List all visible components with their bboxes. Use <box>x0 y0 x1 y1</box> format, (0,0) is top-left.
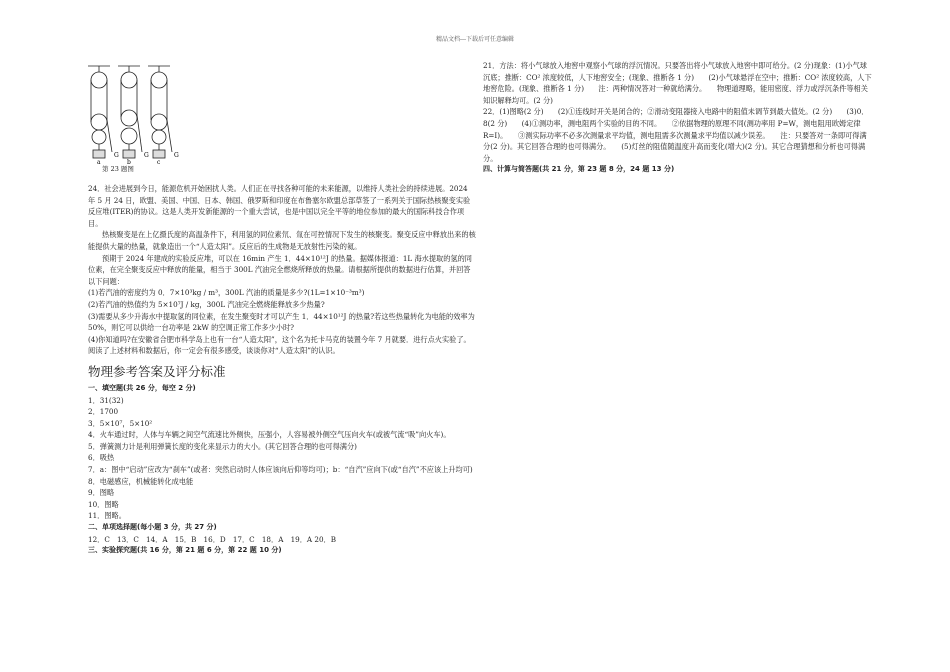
answer-item: 2．1700 <box>88 407 119 417</box>
answer-item: 8．电磁感应，机械能转化成电能 <box>88 476 194 486</box>
q24-intro-2: 热核聚变是在上亿摄氏度的高温条件下，利用氢的同位素氘、氚在可控情况下发生的核聚变。聚变反应中释放出来的核能提供大量的热量，就象造出一个“人造太阳”。反应后的生成物是无放射性污染的氦。 <box>88 230 476 251</box>
answer-item: 7．a：图中“启动”应改为“刹车”(或者：突然启动时人体应该向后仰等均可)；b：“自汽”应向下(或“自汽”不应该上升均可) <box>88 465 473 475</box>
q24-sub-2: (2)若汽油的热值约为 5×10⁷J / kg，300L 汽油完全燃烧能释放多少热量? <box>88 299 325 309</box>
q24-intro-1: 24．社会进展到今日，能源危机开始困扰人类。人们正在寻找各种可能的未来能源，以维持人类社会的持续进展。2024 年 5 月 24 日，欧盟、美国、中国、日本、韩国、俄罗斯和印度在布鲁塞尔欧盟总部草签了一系列关于国际热核聚变实验反应堆(ITER)的协议。这是人类开发新能源的一个重大尝试，也是中国以完全平等的地位参加的最大的国际科技合作项目。 <box>88 184 471 228</box>
answer-item: 11．图略。 <box>88 511 126 521</box>
page-header: 精品文档---下载后可任意编辑 <box>435 36 515 43</box>
answer-item: 3．5×10⁷，5×10² <box>88 418 153 428</box>
weight-label-b: G <box>144 152 149 159</box>
answer-item: 1．31(32) <box>88 395 124 405</box>
figure-caption: 第 23 题图 <box>102 165 134 173</box>
section-1-heading: 一、填空题(共 26 分，每空 2 分) <box>88 383 196 392</box>
answer-title: 物理参考答案及评分标准 <box>88 363 226 379</box>
weight-label-c: G <box>174 152 179 159</box>
answer-item: 9．图略 <box>88 488 115 498</box>
answer-item: 5．弹簧测力计是利用弹簧长度的变化来显示力的大小。(其它回答合理的也可得满分) <box>88 441 357 451</box>
section-2-heading: 二、单项选择题(每小题 3 分，共 27 分) <box>88 523 217 532</box>
weight-label-a: G <box>114 152 119 159</box>
answer-item: 10．图略 <box>88 499 119 509</box>
label-c: c <box>157 159 161 164</box>
q22-answer: 22．(1)图略(2 分) (2)①连线时开关是闭合的；②滑动变阻器接入电路中的阻值未调节到最大值处。(2 分) (3)0．8(2 分) (4)①测功率，测电阻两个实验的目的不同。 ②依据物理的原理不同(测功率用 P=W，测电阻用欧姆定律 R=I)。 ③测实际功率不必多次测量求平均值，测电阻需多次测量求平均值以减少误差。 注：只要答对一条即可得满分(2 分)。其它回答合理的也可得满分。 (5)灯丝的阻值随温度升高而变化(增大)(2 分)。其它合理猜想和分析也可得满分。 <box>483 107 869 163</box>
label-b: b <box>127 159 131 164</box>
right-column <box>483 60 873 176</box>
section-4-heading: 四、计算与简答题(共 21 分，第 23 题 8 分，24 题 13 分) <box>483 165 675 174</box>
answer-item: 4．火车通过时，人体与车辆之间空气流速比外侧快，压强小，人容易被外侧空气压向火车(或被气流“吸”向火车)。 <box>88 430 451 440</box>
q21-answer: 21．方法：将小气球放入地窖中观察小气球的浮沉情况。只要答出将小气球放入地窖中即可给分。(2 分)现象：(1)小气球沉底；推断：CO² 浓度较低，人下地窖安全；(现象、推断各 1 分) (2)小气球悬浮在空中；推断：CO² 浓度较高，人下地窖危险。(现象、推断各 1 分) 注：两种情况答对一种就给满分。 物理道理略，能用密度、浮力或浮沉条件等相关知识解释均可。(2 分) <box>483 61 872 105</box>
q24-sub-1: (1)若汽油的密度约为 0．7×10³kg / m³，300L 汽油的质量是多少?(1L=1×10⁻³m³) <box>88 288 365 298</box>
mc-answers: 12．C 13．C 14．A 15．B 16．D 17．C 18．A 19．A 20．B <box>88 534 336 544</box>
label-a: a <box>97 159 101 164</box>
q24-sub-4: (4)你知道吗?在安徽省合肥市科学岛上也有一台“人造太阳”，这个名为托卡马克的装置今年 7 月就要．进行点火实验了。阅读了上述材料和数据后，你一定会有很多感受，谈谈你对“人造太阳”的认识。 <box>88 334 471 356</box>
pulley-diagram <box>88 60 198 164</box>
pulley-figure <box>88 60 476 183</box>
left-column <box>88 60 476 557</box>
section-3-heading: 三、实验探究题(共 16 分，第 21 题 6 分，第 22 题 10 分) <box>88 546 282 555</box>
answer-item: 6．吸热 <box>88 453 115 463</box>
q24-sub-3: (3)需要从多少升海水中提取氢的同位素，在发生聚变时才可以产生 1．44×10¹²J 的热量?若这些热量转化为电能的效率为 50%，则它可以供给一台功率是 2kW 的空调正常工作多少小时? <box>88 311 475 333</box>
q24-intro-3: 预期于 2024 年建成的实验反应堆，可以在 16min 产生 1．44×10¹²J 的热量。据媒体报道：1L 海水提取的氢的同位素，在完全聚变反应中释放的能量，相当于 300L 汽油完全燃烧所释放的热量。请根据所提供的数据进行估算，并回答以下问题： <box>88 253 472 286</box>
